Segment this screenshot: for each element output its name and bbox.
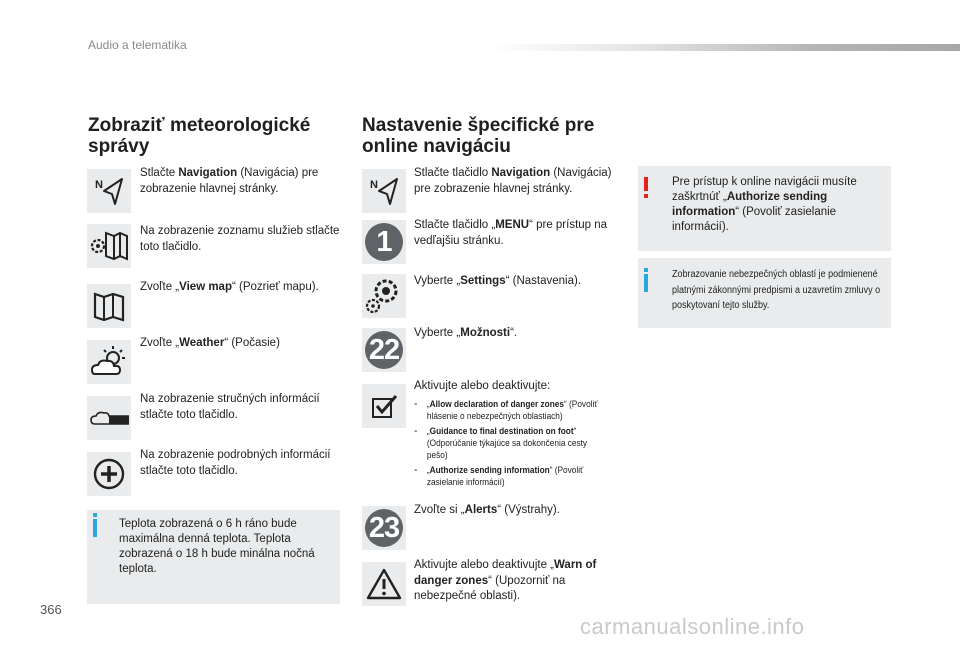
navigation-icon[interactable] xyxy=(362,169,406,213)
warning-triangle-icon[interactable] xyxy=(362,562,406,606)
step-detailed-info: Na zobrazenie podrobných informácií stlačte toto tlačidlo. xyxy=(140,449,331,477)
left-heading-line1: Zobraziť meteorologické xyxy=(88,115,311,136)
settings-map-icon[interactable] xyxy=(87,224,131,268)
warning-note xyxy=(638,166,891,251)
info-icon-dot xyxy=(93,513,97,517)
step-navigation: Stlačte Navigation (Navigácia) pre zobrazenie hlavnej stránky. xyxy=(140,167,319,195)
settings-icon[interactable] xyxy=(362,274,406,318)
step-menu: Stlačte tlačidlo „MENU“ pre prístup na vedľajšiu stránku. xyxy=(414,219,608,247)
brief-info-icon[interactable] xyxy=(87,396,131,440)
step-alerts: Zvoľte si „Alerts“ (Výstrahy). xyxy=(414,504,560,516)
step-view-map: Zvoľte „View map“ (Pozrieť mapu). xyxy=(140,281,319,293)
step-badge-23 xyxy=(362,506,406,550)
middle-heading-line1: Nastavenie špecifické pre xyxy=(362,115,595,136)
step-services: Na zobrazenie zoznamu služieb stlačte toto tlačidlo. xyxy=(140,225,340,253)
left-heading-line2: správy xyxy=(88,136,150,157)
warning-icon xyxy=(644,177,648,191)
toggle-options-list xyxy=(414,398,619,491)
step-weather: Zvoľte „Weather“ (Počasie) xyxy=(140,337,280,349)
plus-icon[interactable] xyxy=(87,452,131,496)
header-bar xyxy=(490,44,960,51)
step-number-23: 23 xyxy=(365,509,403,547)
step-brief-info: Na zobrazenie stručných informácií stlačte toto tlačidlo. xyxy=(140,393,320,421)
step-badge-1 xyxy=(362,220,406,264)
warning-icon-dot xyxy=(644,194,648,198)
info-note-text: Zobrazovanie nebezpečných oblastí je podmienené platnými zákonnými predpismi a uzavretím zmluvy o poskytovaní tejto služby. xyxy=(672,269,881,311)
option-allow-danger-zones: - „Allow declaration of danger zones“ (Povoliť hlásenie o nebezpečných oblastiach) xyxy=(414,398,603,422)
warning-note-text: Pre prístup k online navigácii musíte zaškrtnúť „Authorize sending information“ (Povoliť zasielanie informácií). xyxy=(672,176,857,233)
svg-text:N: N xyxy=(370,179,378,191)
step-warn-danger-zones: Aktivujte alebo deaktivujte „Warn of danger zones“ (Upozorniť na nebezpečné oblasti). xyxy=(414,559,597,602)
middle-heading-line2: online navigáciu xyxy=(362,136,511,157)
info-icon xyxy=(644,274,648,292)
watermark: carmanualsonline.info xyxy=(580,614,805,639)
step-number-22: 22 xyxy=(365,331,403,369)
temperature-note-text: Teplota zobrazená o 6 h ráno bude maximálna denná teplota. Teplota zobrazená o 18 h bude minálna nočná teplota. xyxy=(119,518,315,575)
svg-text:N: N xyxy=(95,179,103,191)
step-settings: Vyberte „Settings“ (Nastavenia). xyxy=(414,275,582,287)
step-number-1: 1 xyxy=(365,223,403,261)
step-online-navigation: Stlačte tlačidlo Navigation (Navigácia) pre zobrazenie hlavnej stránky. xyxy=(414,167,612,195)
info-note-temperature xyxy=(87,510,340,604)
middle-heading xyxy=(362,115,594,157)
page-number: 366 xyxy=(40,602,62,617)
left-heading xyxy=(88,115,310,157)
info-note-danger-zones xyxy=(638,258,891,328)
step-options: Vyberte „Možnosti“. xyxy=(414,327,518,339)
map-icon[interactable] xyxy=(87,284,131,328)
info-icon xyxy=(93,519,97,537)
option-guidance-on-foot: - „Guidance to final destination on foot“ (Odporúčanie týkajúce sa dokončenia cesty pešo) xyxy=(414,425,603,461)
navigation-icon[interactable] xyxy=(87,169,131,213)
option-authorize-sending: - „Authorize sending information“ (Povoliť zasielanie informácií) xyxy=(414,464,603,488)
section-title: Audio a telematika xyxy=(88,38,187,52)
step-badge-22 xyxy=(362,328,406,372)
info-icon-dot xyxy=(644,268,648,272)
checkbox-icon[interactable] xyxy=(362,384,406,428)
weather-icon[interactable] xyxy=(87,340,131,384)
toggle-intro: Aktivujte alebo deaktivujte: xyxy=(414,380,551,392)
